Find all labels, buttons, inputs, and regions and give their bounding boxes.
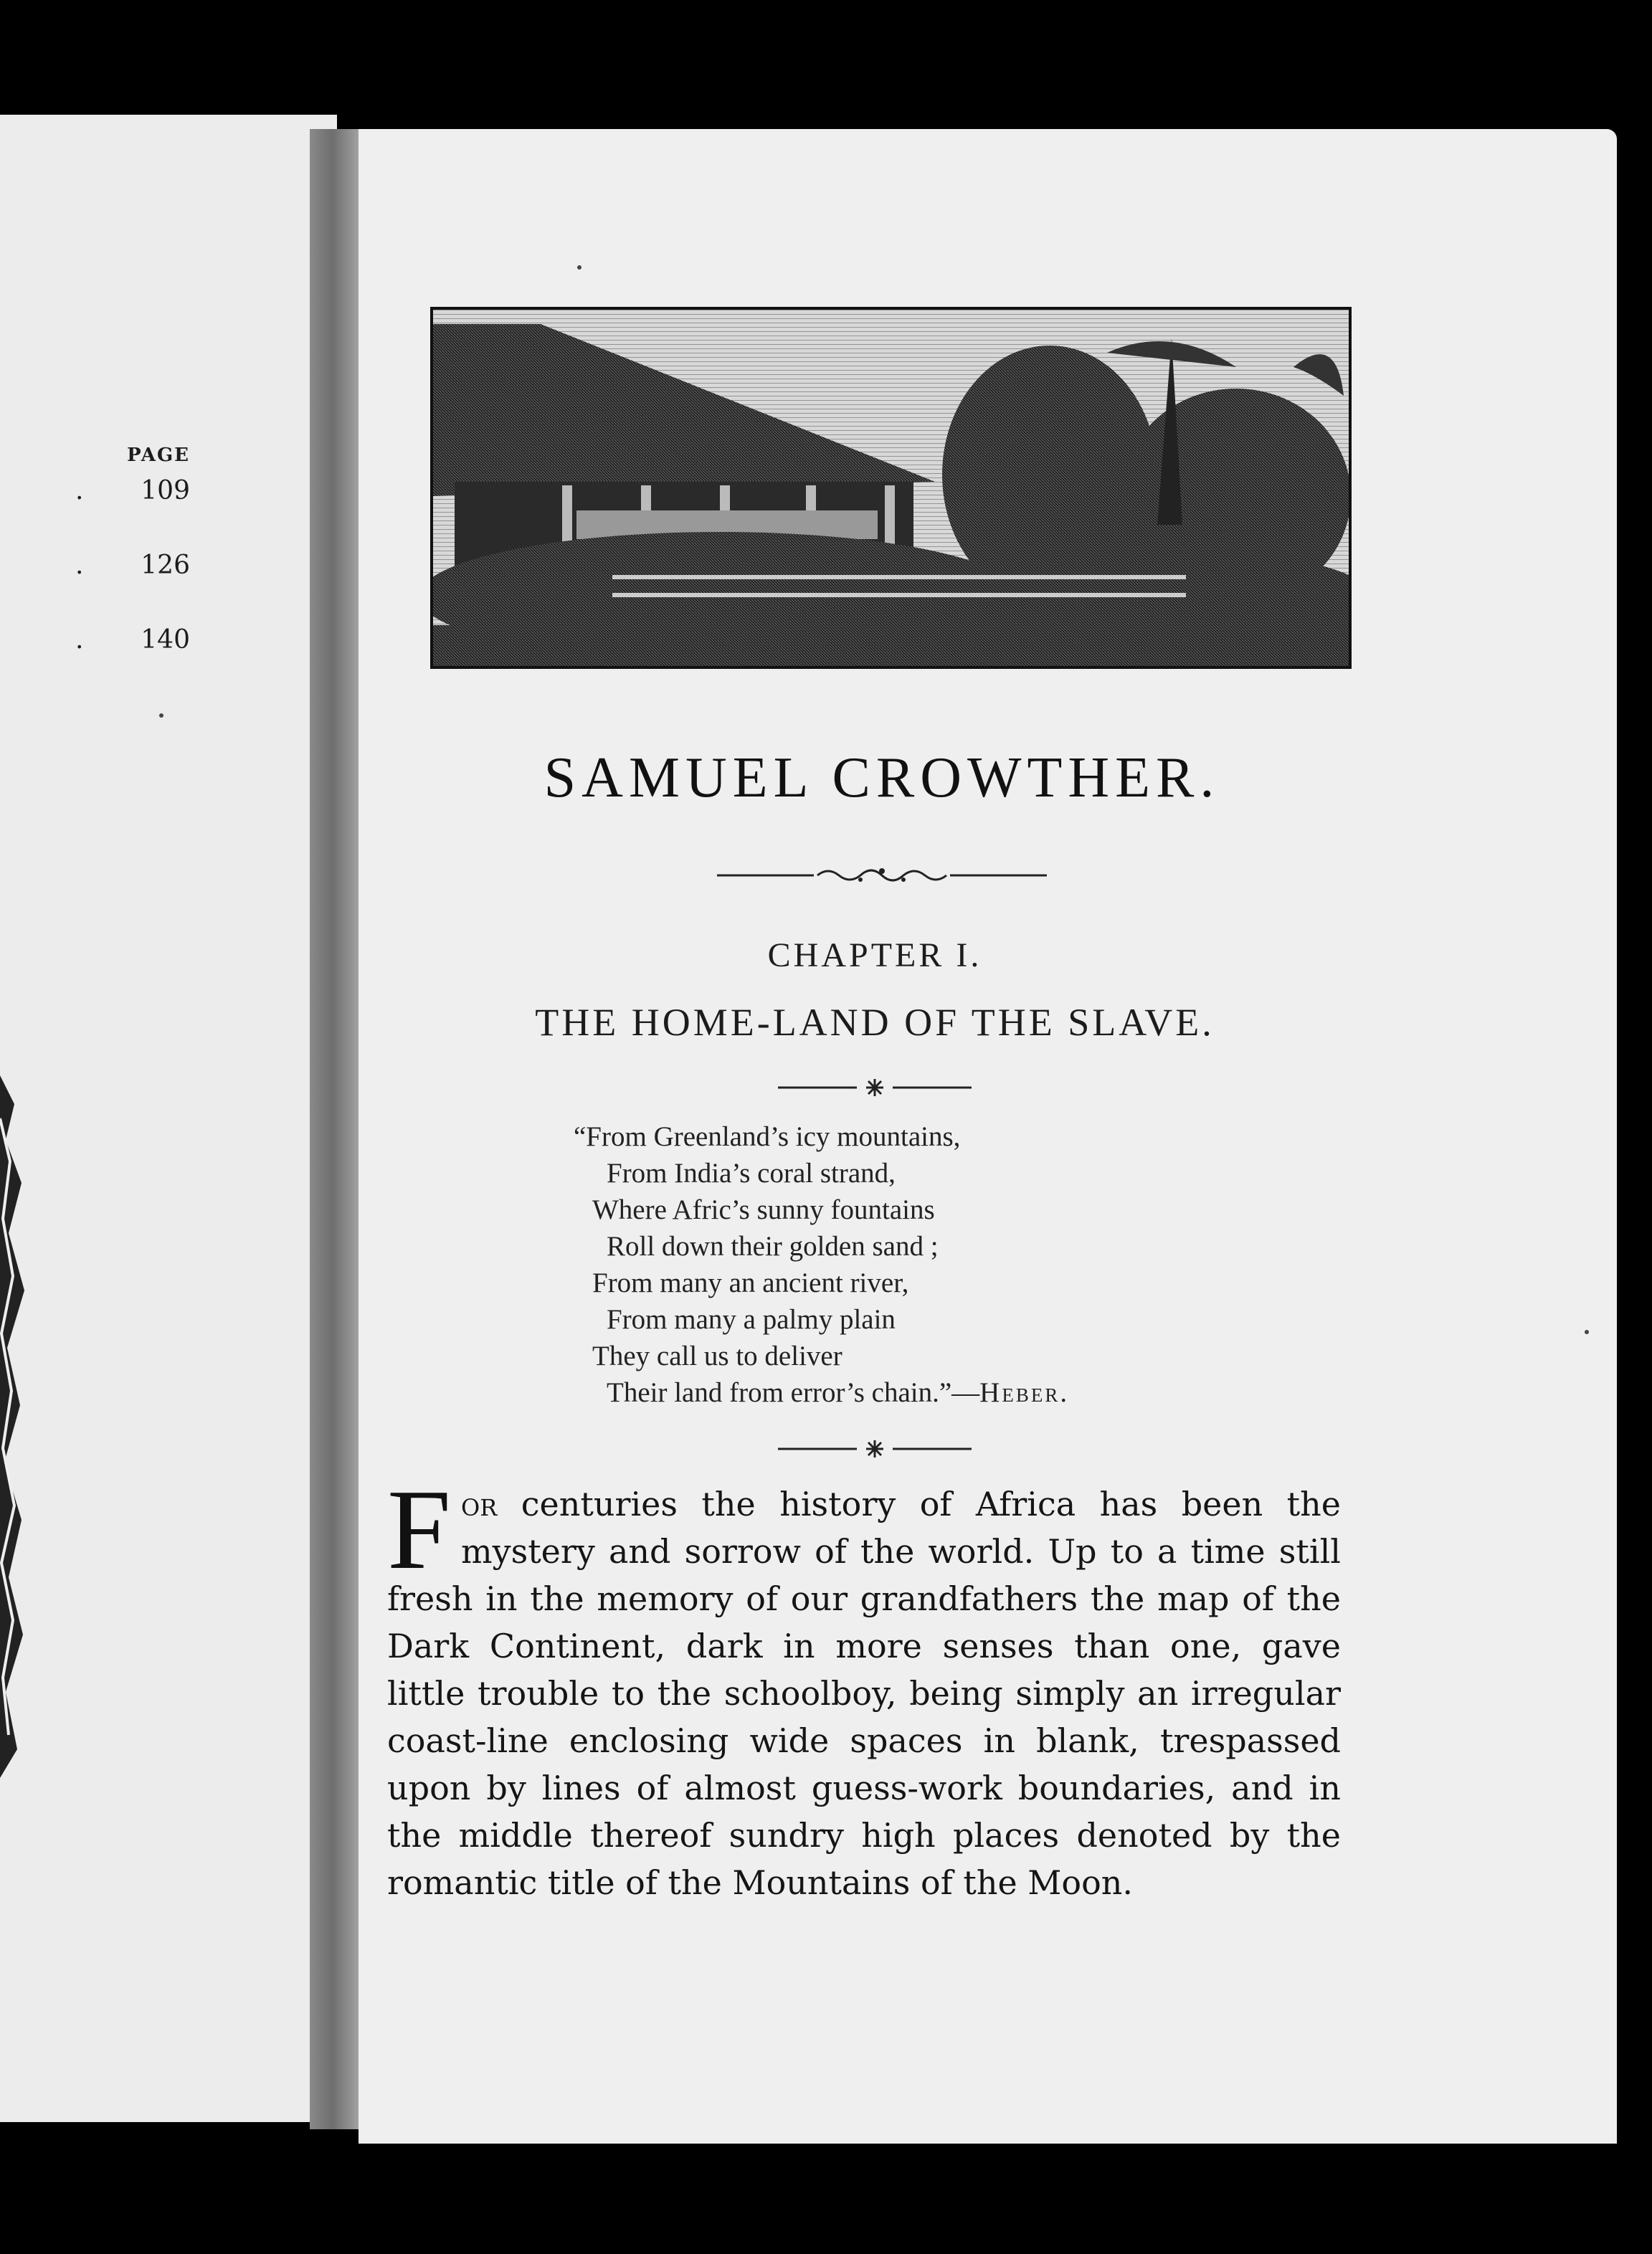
facing-page-illustration-edge bbox=[0, 1075, 32, 1778]
poem-star-divider-top bbox=[778, 1077, 972, 1098]
ink-speck bbox=[159, 713, 163, 718]
ink-speck bbox=[577, 265, 581, 270]
poem-line: From many a palmy plain bbox=[607, 1304, 896, 1335]
book-title: SAMUEL CROWTHER. bbox=[543, 746, 1220, 809]
chapter-headpiece-engraving bbox=[430, 307, 1352, 669]
contents-page-header: PAGE bbox=[127, 444, 190, 466]
chapter-title: THE HOME-LAND OF THE SLAVE. bbox=[535, 1001, 1215, 1044]
title-ornament-divider bbox=[717, 864, 1047, 885]
poem-line: Roll down their golden sand ; bbox=[607, 1231, 939, 1262]
lead-word: or bbox=[460, 1485, 498, 1523]
contents-leader: . bbox=[75, 625, 84, 655]
poem-line: Their land from error’s chain.”— bbox=[607, 1377, 980, 1408]
poem-attribution: Heber. bbox=[979, 1377, 1070, 1408]
left-page bbox=[0, 115, 337, 2122]
ink-speck bbox=[1585, 1330, 1589, 1334]
contents-page-number: 126 bbox=[141, 551, 190, 580]
poem-line: From many an ancient river, bbox=[592, 1268, 909, 1298]
poem-line: They call us to deliver bbox=[592, 1341, 842, 1371]
poem-line: “From Greenland’s icy mountains, bbox=[574, 1121, 961, 1152]
contents-page-column bbox=[75, 444, 190, 700]
poem-line-final bbox=[574, 1374, 1219, 1411]
contents-entry bbox=[75, 551, 190, 625]
paragraph-text: centuries the history of Africa has been the mystery and sorrow of the world. Up to a time still fresh in the memory of our grandfathers the map of the Dark Continent, dark in more senses than one, gave little trouble to the schoolboy, being simply an irregular coast-line enclosing wide spaces in blank, trespassed upon by lines of almost guess-work boundaries, and in the middle thereof sundry high places denoted by the romantic title of the Mountains of the Moon. bbox=[387, 1485, 1341, 1902]
poem-line: From India’s coral strand, bbox=[607, 1158, 896, 1189]
drop-cap: F bbox=[387, 1465, 451, 1593]
chapter-opening-paragraph bbox=[387, 1465, 1341, 1906]
contents-leader: . bbox=[75, 551, 84, 580]
tropical-house-engraving bbox=[433, 310, 1349, 666]
poem-star-divider-bottom bbox=[778, 1438, 972, 1460]
contents-leader: . bbox=[75, 476, 84, 505]
contents-entry bbox=[75, 625, 190, 700]
poem-line: Where Afric’s sunny fountains bbox=[592, 1194, 935, 1225]
chapter-number: CHAPTER I. bbox=[767, 936, 982, 974]
epigraph-poem bbox=[574, 1118, 1219, 1411]
contents-entry bbox=[75, 476, 190, 551]
contents-page-number: 140 bbox=[141, 625, 190, 655]
contents-page-number: 109 bbox=[141, 476, 190, 505]
